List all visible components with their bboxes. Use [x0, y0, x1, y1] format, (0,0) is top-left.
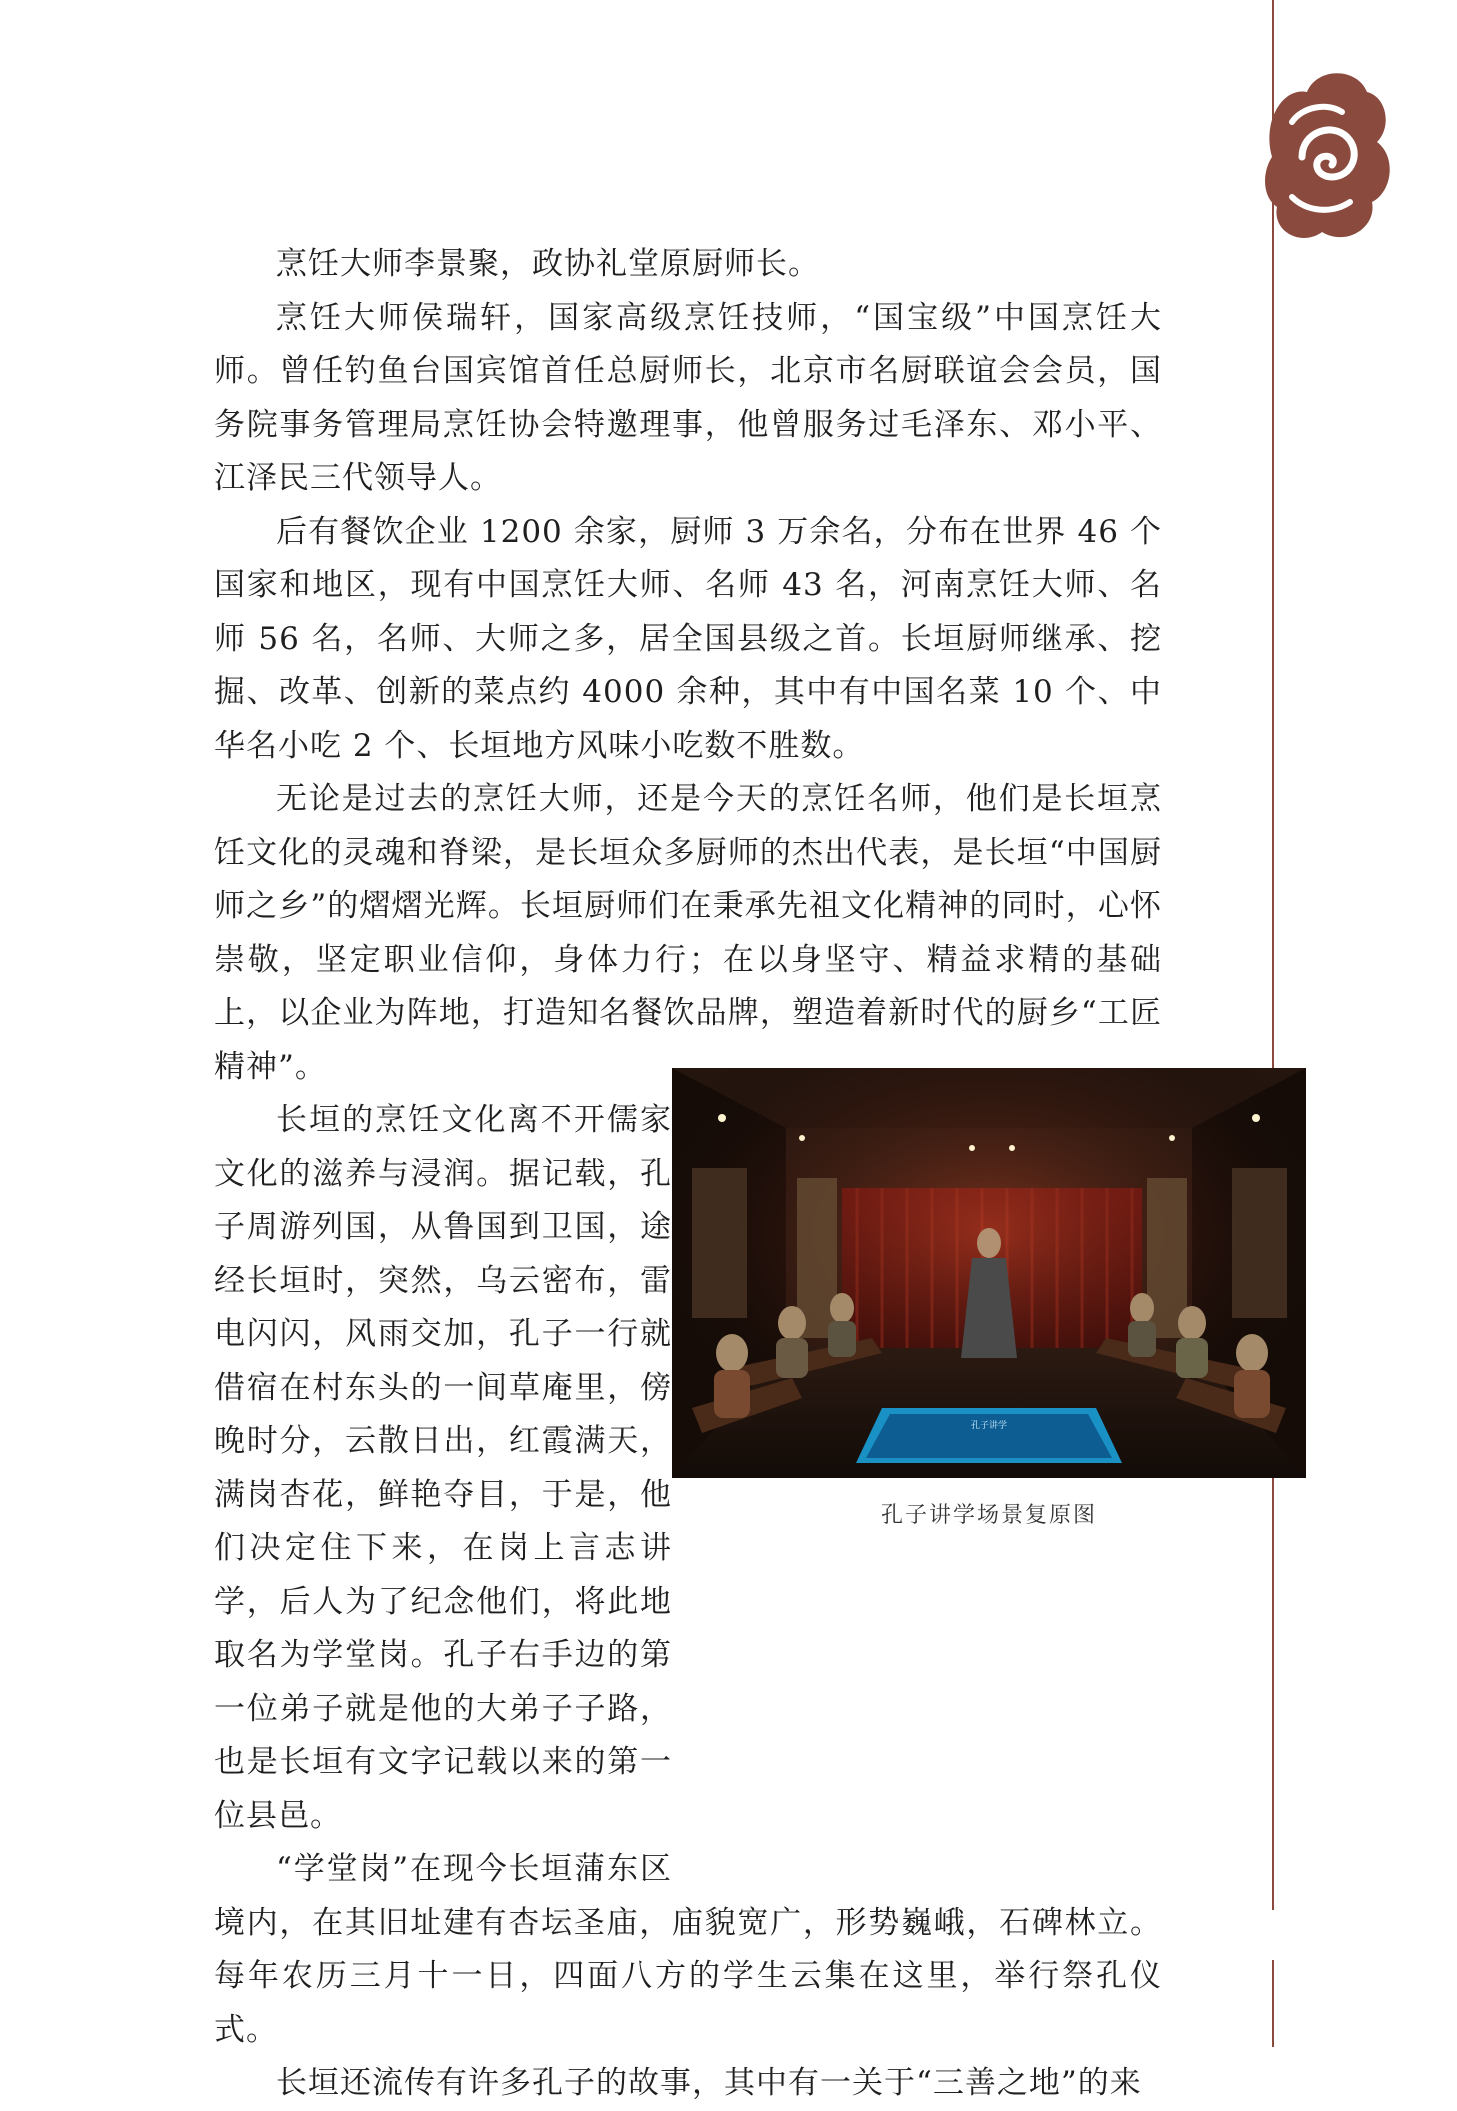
- paragraph-4: 无论是过去的烹饪大师，还是今天的烹饪名师，他们是长垣烹饪文化的灵魂和脊梁，是长垣众多厨师的杰出代表，是长垣“中国厨师之乡”的熠熠光辉。长垣厨师们在秉承先祖文化精神的同时，心怀崇敬，坚定职业信仰，身体力行；在以身坚守、精益求精的基础上，以企业为阵地，打造知名餐饮品牌，塑造着新时代的厨乡“工匠精神”。: [214, 781, 1162, 1085]
- paragraph-3: 后有餐饮企业 1200 余家，厨师 3 万余名，分布在世界 46 个国家和地区，现有中国烹饪大师、名师 43 名，河南烹饪大师、名师 56 名，名师、大师之多，居全国县级之首。长垣厨师继承、挖掘、改革、创新的菜点约 4000 余种，其中有中国名菜 10 个、中华名小吃 2 个、长垣地方风味小吃数不胜数。: [214, 513, 1162, 764]
- figure-wrap-spacer: [682, 1094, 1162, 1844]
- figure-caption: 孔子讲学场景复原图: [880, 1503, 1097, 1528]
- cloud-ornament-icon: [1262, 62, 1397, 252]
- exhibit-screen-title: 孔子讲学: [970, 1421, 1008, 1431]
- paragraph-6: “学堂岗”在现今长垣蒲东区境内，在其旧址建有杏坛圣庙，庙貌宽广，形势巍峨，石碑林立。每年农历三月十一日，四面八方的学生云集在这里，举行祭孔仪式。: [214, 1851, 1162, 2048]
- margin-rule-bottom: [1272, 1960, 1274, 2047]
- margin-rule-top: [1272, 0, 1274, 1910]
- paragraph-7: 长垣还流传有许多孔子的故事，其中有一关于“三善之地”的来: [276, 2065, 1142, 2101]
- body-text: [214, 238, 1162, 2111]
- paragraph-5: 长垣的烹饪文化离不开儒家文化的滋养与浸润。据记载，孔子周游列国，从鲁国到卫国，途经长垣时，突然，乌云密布，雷电闪闪，风雨交加，孔子一行就借宿在村东头的一间草庵里，傍晚时分，云散日出，红霞满天，满岗杏花，鲜艳夺目，于是，他们决定住下来，在岗上言志讲学，后人为了纪念他们，将此地取名为学堂岗。孔子右手边的第一位弟子就是他的大弟子子路，也是长垣有文字记载以来的第一位县邑。: [214, 1102, 672, 1834]
- paragraph-1: 烹饪大师李景聚，政协礼堂原厨师长。: [276, 246, 820, 282]
- paragraph-2: 烹饪大师侯瑞轩，国家高级烹饪技师，“国宝级”中国烹饪大师。曾任钓鱼台国宾馆首任总厨师长，北京市名厨联谊会会员，国务院事务管理局烹饪协会特邀理事，他曾服务过毛泽东、邓小平、江泽民三代领导人。: [214, 299, 1162, 496]
